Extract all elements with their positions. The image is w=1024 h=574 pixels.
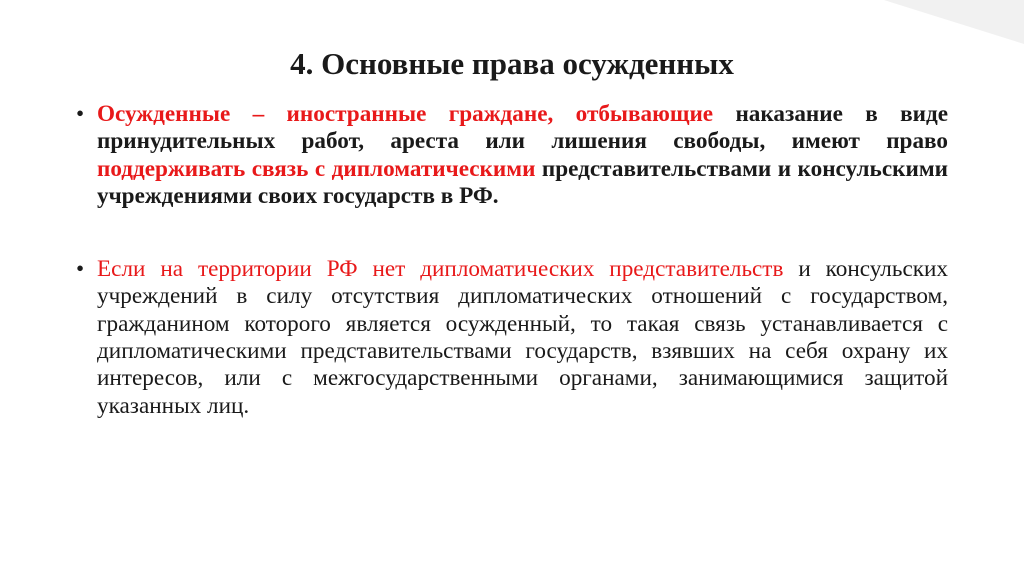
body-text: представительствами и консульскими учреждениями своих государств в РФ. <box>97 155 948 209</box>
corner-decoration <box>884 0 1024 44</box>
body-text: и консульских учреждений в силу отсутствия дипломатических отношений с государством, гражданином которого является осужденный, то такая связь устанавливается с дипломатическими представительствами государств, взявших на себя охрану их интересов, или с межгосударственными органами, занимающимися защитой указанных лиц. <box>97 256 948 419</box>
bullet-item-consular-contact <box>76 101 948 210</box>
bullet-list <box>76 101 948 420</box>
body-text: наказание в виде принудительных работ, ареста или лишения свободы, имеют право <box>97 101 949 155</box>
highlighted-text: Если на территории РФ нет дипломатических представительств <box>97 256 784 283</box>
highlighted-text: поддерживать связь с дипломатическими <box>97 155 536 182</box>
highlighted-text: Осужденные – иностранные граждане, отбывающие <box>97 101 714 127</box>
slide-title: 4. Основные права осужденных <box>290 46 734 81</box>
bullet-item-no-representation <box>76 256 948 420</box>
